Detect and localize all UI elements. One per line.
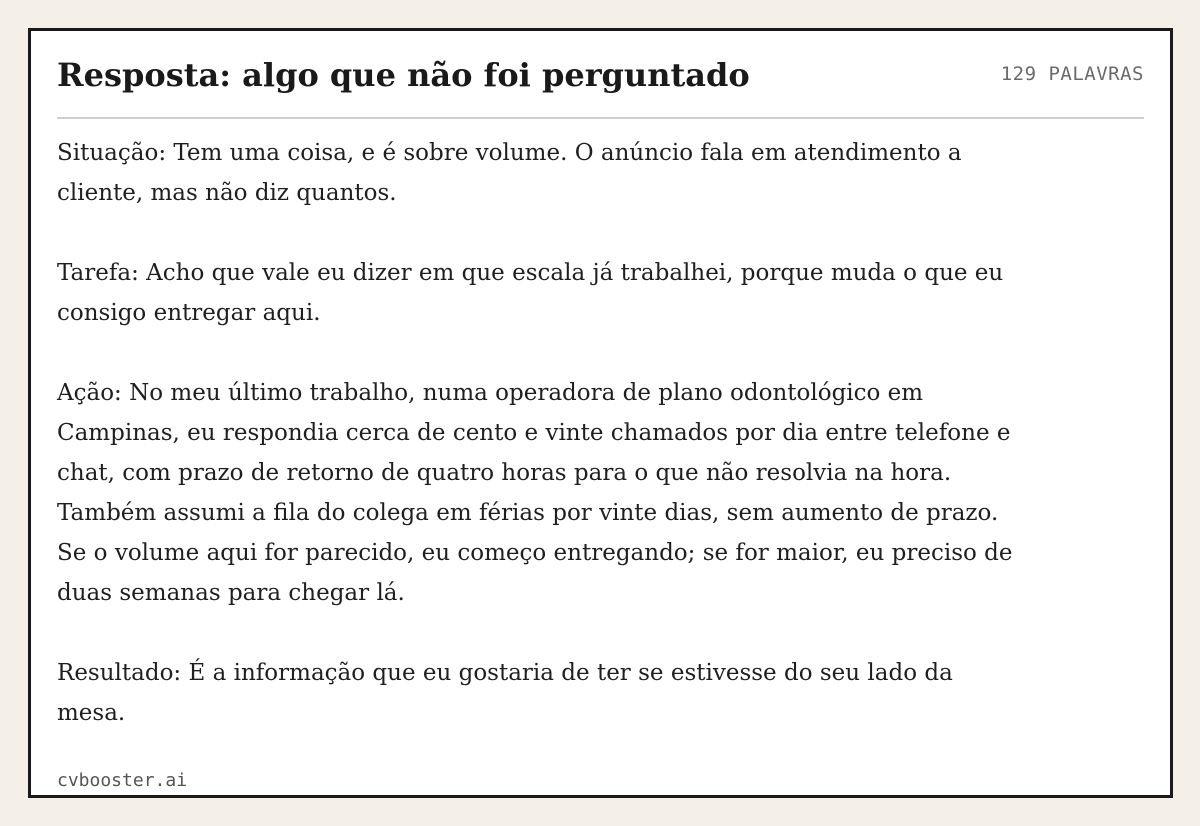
paragraph-resultado: Resultado: É a informação que eu gostaria de ter se estivesse do seu lado da mesa. <box>57 660 953 726</box>
paragraph-acao: Ação: No meu último trabalho, numa operadora de plano odontológico em Campinas, eu respondia cerca de cento e vinte chamados por dia entre telefone e chat, com prazo de retorno de quatro horas para o que não resolvia na hora. Também assumi a fila do colega em férias por vinte dias, sem aumento de prazo. Se o volume aqui for parecido, eu começo entregando; se for maior, eu preciso de duas semanas para chegar lá. <box>57 380 1013 606</box>
answer-title: Resposta: algo que não foi perguntado <box>57 56 750 94</box>
header-divider <box>57 117 1144 119</box>
paragraph-tarefa: Tarefa: Acho que vale eu dizer em que escala já trabalhei, porque muda o que eu consigo entregar aqui. <box>57 260 1004 326</box>
answer-body <box>57 133 1017 773</box>
card-header <box>57 53 1144 97</box>
paragraph-situacao: Situação: Tem uma coisa, e é sobre volume. O anúncio fala em atendimento a cliente, mas não diz quantos. <box>57 140 962 206</box>
answer-card <box>28 28 1173 798</box>
brand-footer: cvbooster.ai <box>57 770 188 791</box>
word-count-label: 129 PALAVRAS <box>1000 63 1144 85</box>
